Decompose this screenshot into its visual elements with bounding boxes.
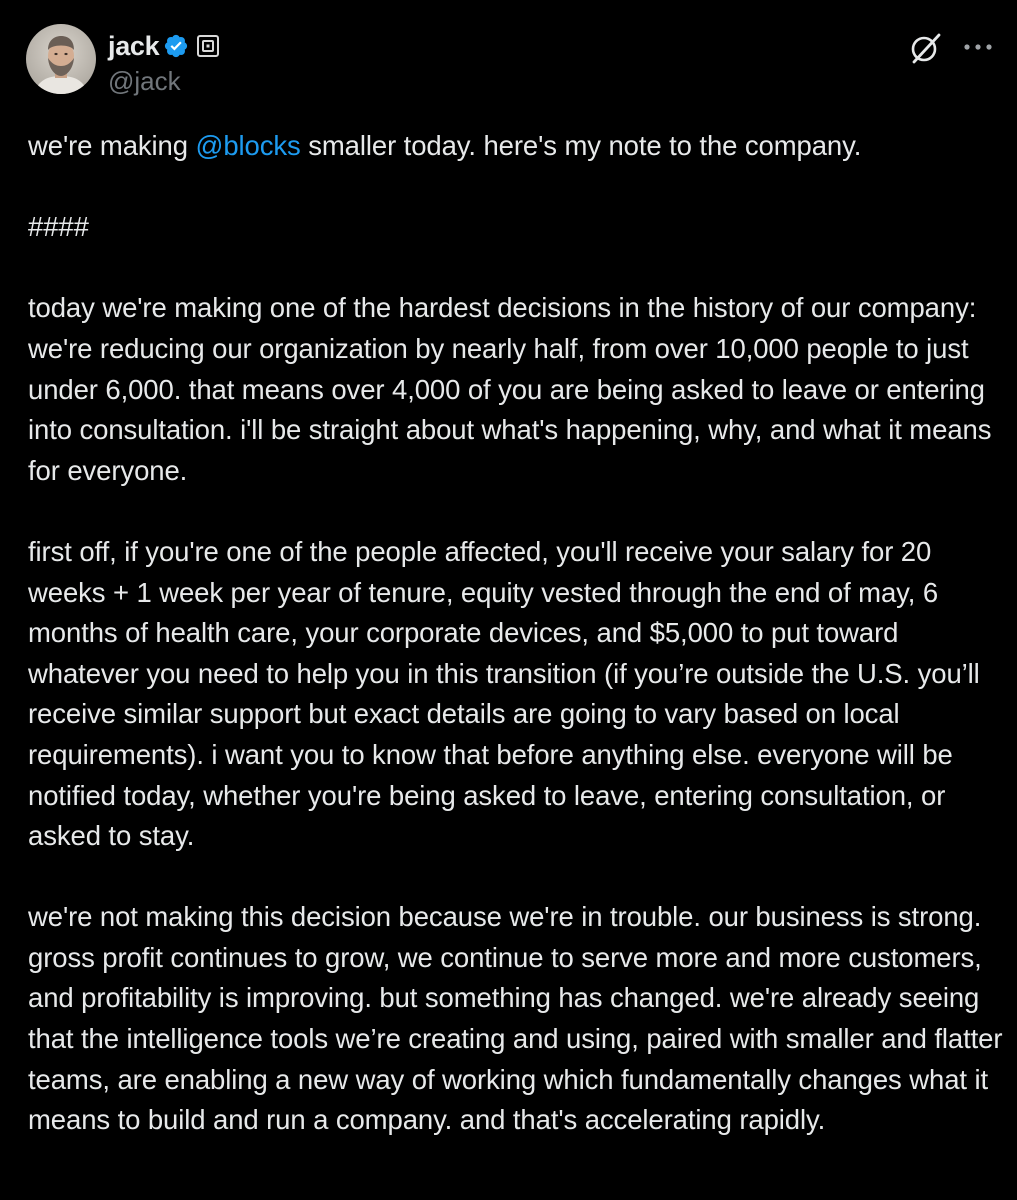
name-row xyxy=(108,28,219,64)
handle[interactable]: @jack xyxy=(108,66,181,96)
paragraph-1: today we're making one of the hardest decisions in the history of our company: we're reducing our organization by nearly half, from over 10,000 people to just under 6,000. that means over 4,000 of you are being asked to leave or entering into consultation. i'll be straight about what's happening, why, and what it means for everyone. xyxy=(28,292,999,486)
paragraph-2: first off, if you're one of the people affected, you'll receive your salary for 20 weeks + 1 week per year of tenure, equity vested through the end of may, 6 months of health care, your corporate devices, and $5,000 to put toward whatever you need to help you in this transition (if you’re outside the U.S. you’ll receive similar support but exact details are going to vary based on local requirements). i want you to know that before anything else. everyone will be notified today, whether you're being asked to leave, entering consultation, or asked to stay. xyxy=(28,535,988,852)
display-name[interactable]: jack xyxy=(108,30,160,61)
paragraph-3: we're not making this decision because we're in trouble. our business is strong. gross profit continues to grow, we continue to serve more and more customers, and profitability is improving. but something has changed. we're already seeing that the intelligence tools we’re creating and using, paired with smaller and flatter teams, are enabling a new way of working which fundamentally changes what it means to build and run a company. and that's accelerating rapidly. xyxy=(28,901,1010,1136)
post-header xyxy=(26,24,996,104)
mention-link[interactable]: @blocks xyxy=(195,130,301,161)
grok-slash-icon[interactable] xyxy=(908,30,944,66)
paragraph-gap xyxy=(28,857,1003,898)
avatar-photo xyxy=(26,24,96,94)
intro-line xyxy=(28,126,1003,167)
paragraph-gap xyxy=(28,248,1003,289)
paragraph-gap xyxy=(28,167,1003,208)
avatar[interactable] xyxy=(26,24,96,94)
intro-text-after: smaller today. here's my note to the company. xyxy=(300,130,862,161)
divider-text: #### xyxy=(28,211,89,243)
user-info xyxy=(108,28,219,97)
intro-text-before: we're making xyxy=(28,130,196,161)
more-dots-icon[interactable] xyxy=(960,32,996,62)
post-text xyxy=(28,126,1010,1141)
paragraph-gap xyxy=(28,491,1003,532)
verified-badge-icon[interactable] xyxy=(163,33,189,59)
affiliate-badge-icon[interactable] xyxy=(197,35,219,57)
